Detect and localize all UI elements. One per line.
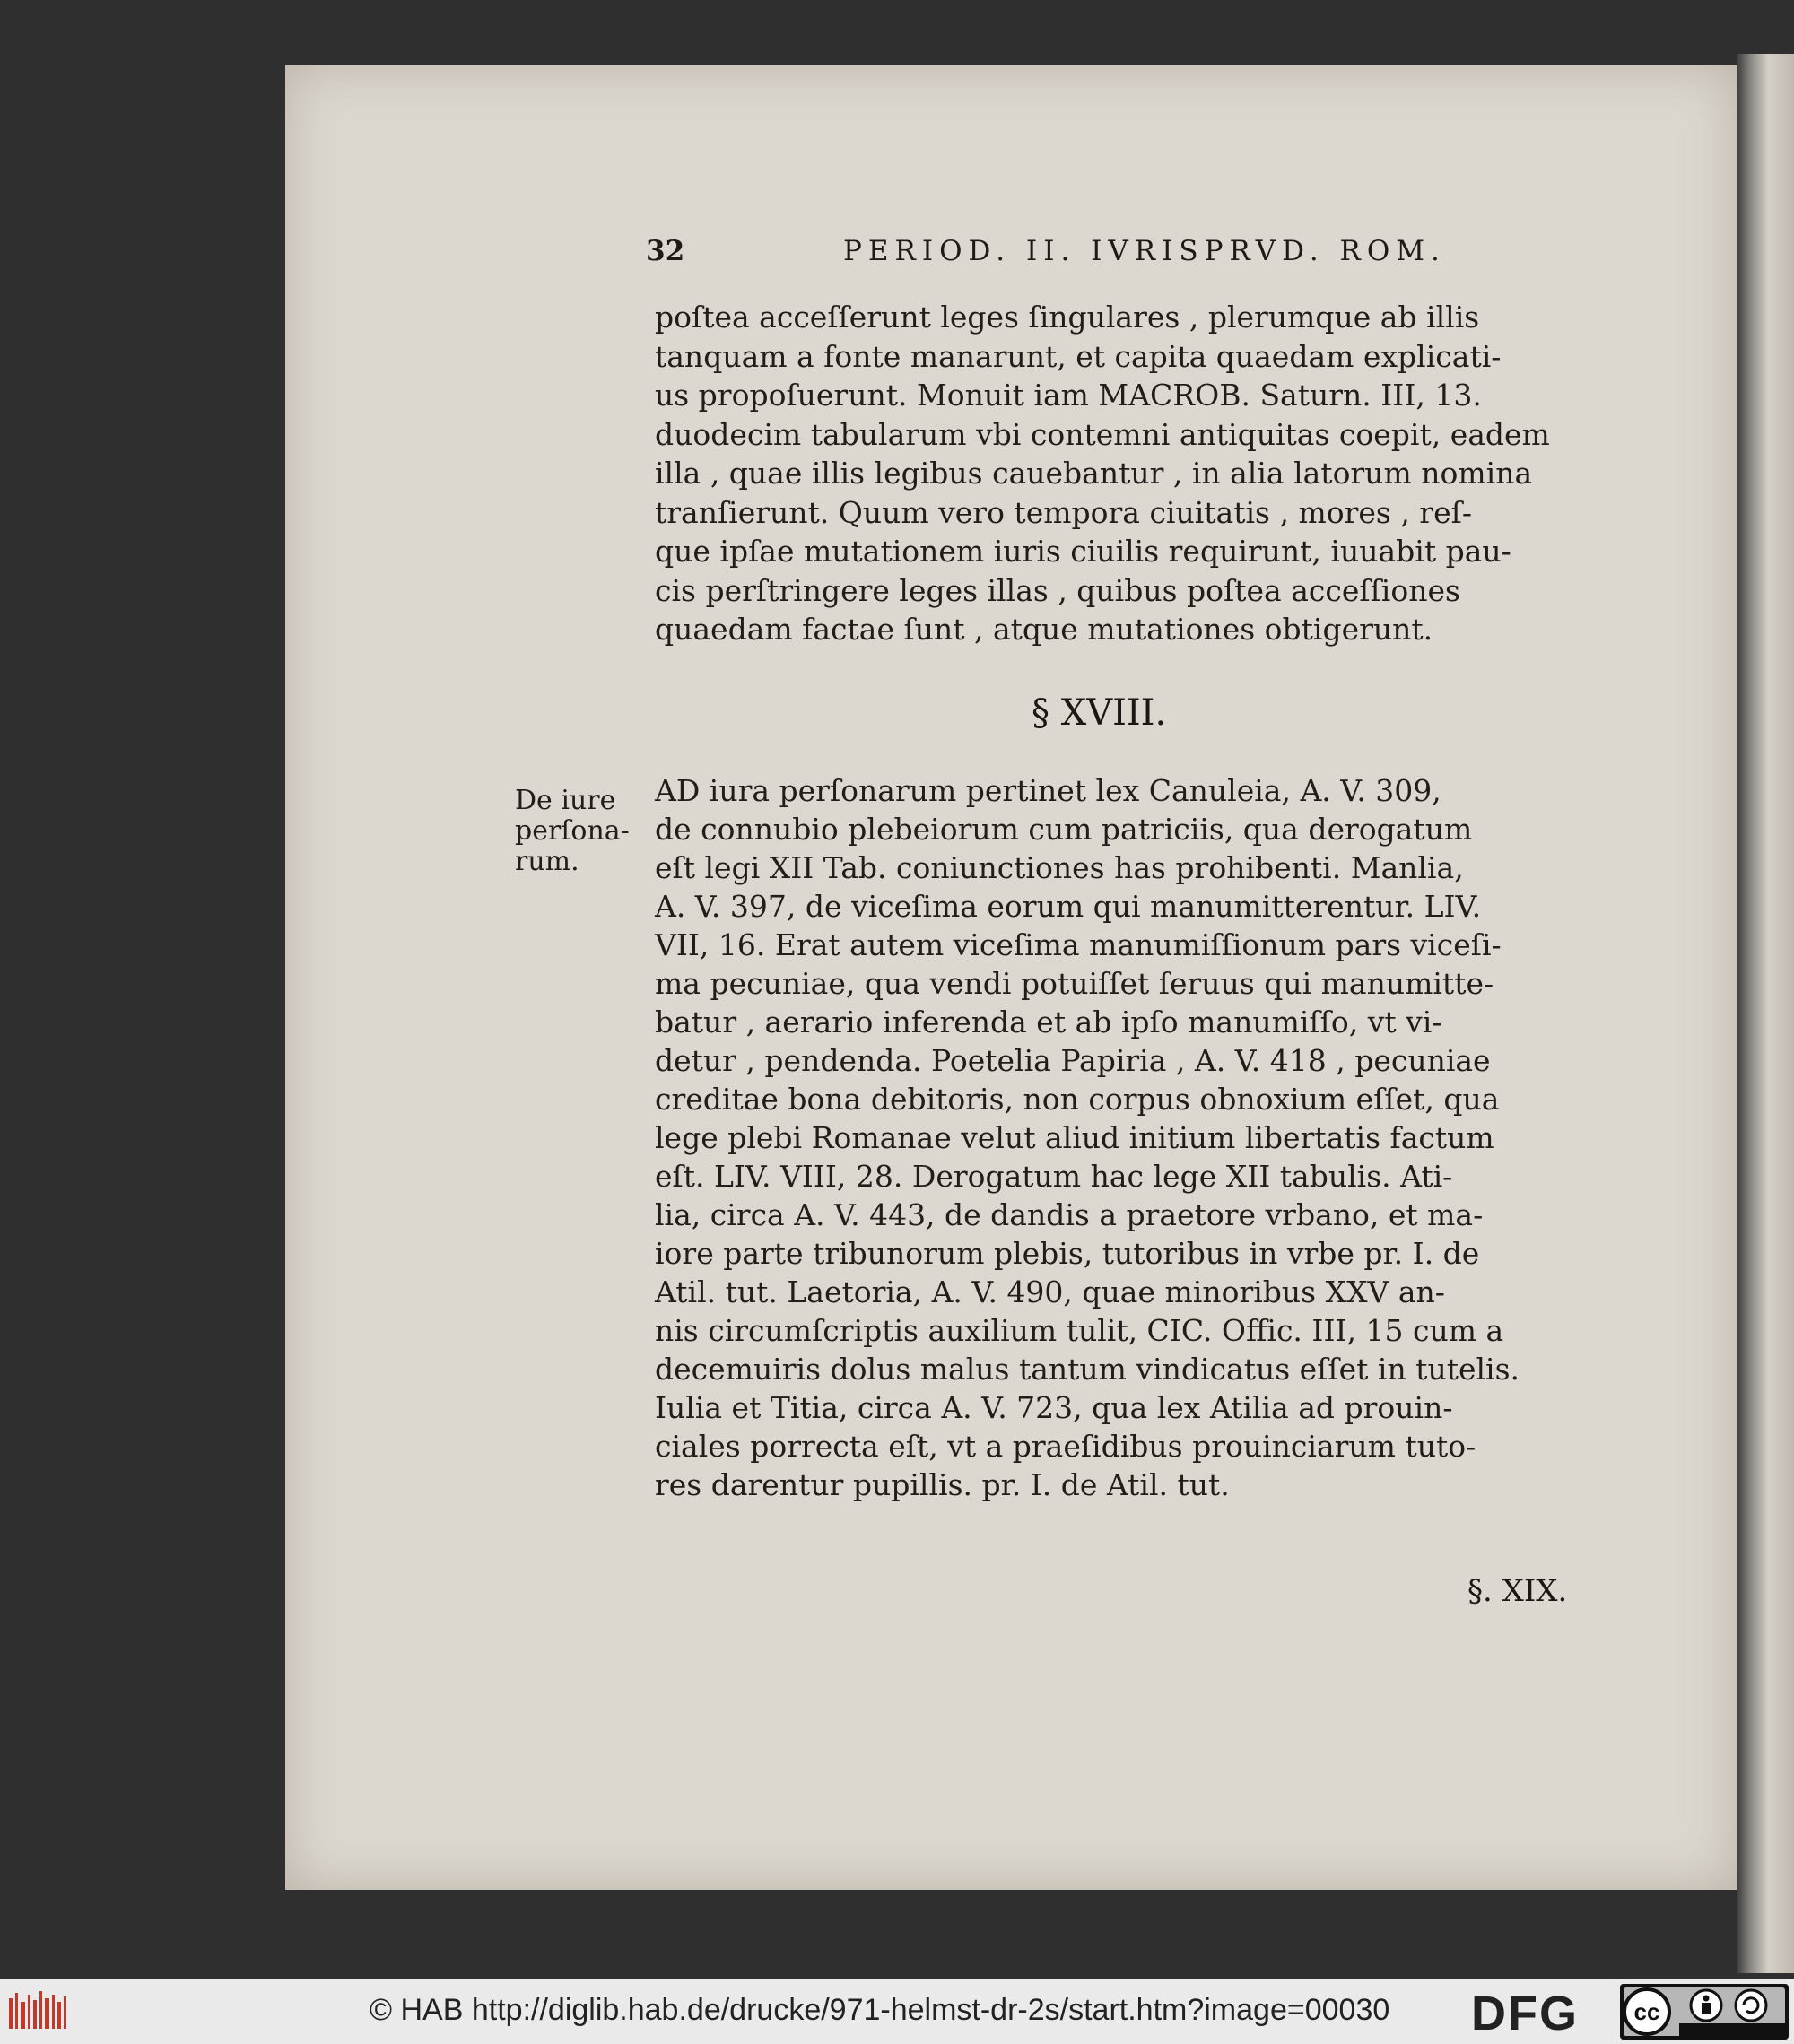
text-line: eſt legi XII Tab. coniunctiones has prohibenti. Manlia, [655, 850, 1464, 885]
section-heading: § XVIII. [1032, 692, 1167, 734]
text-line: batur , aerario inferenda et ab ipſo manumiſſo, vt vi- [655, 1005, 1442, 1039]
text-line: tranſierunt. Quum vero tempora ciuitatis , mores , reſ- [655, 495, 1472, 530]
text-line: tanquam a fonte manarunt, et capita quaedam explicati- [655, 339, 1502, 374]
svg-text:cc: cc [1633, 1998, 1660, 2025]
text-line: creditae bona debitoris, non corpus obnoxium eſſet, qua [655, 1082, 1500, 1117]
text-line: iore parte tribunorum plebis, tutoribus in vrbe pr. I. de [655, 1236, 1480, 1271]
text-line: eſt. LIV. VIII, 28. Derogatum hac lege XII tabulis. Ati- [655, 1159, 1453, 1194]
margin-note-line: perſona- [515, 815, 630, 847]
text-line: que ipſae mutationem iuris ciuilis requirunt, iuuabit pau- [655, 534, 1511, 569]
catchword: §. XIX. [1467, 1573, 1568, 1609]
margin-note [515, 786, 640, 877]
text-line: decemuiris dolus malus tantum vindicatus eſſet in tutelis. [655, 1352, 1520, 1387]
text-line: ma pecuniae, qua vendi potuiſſet ſeruus qui manumitte- [655, 966, 1494, 1001]
text-line: A. V. 397, de viceſima eorum qui manumitterentur. LIV. [655, 889, 1482, 924]
running-title: PERIOD. II. IVRISPRVD. ROM. [843, 235, 1446, 267]
dfg-logo: DFG [1471, 1987, 1579, 2040]
text-line: ciales porrecta eſt, vt a praeſidibus prouinciarum tuto- [655, 1429, 1476, 1464]
text-line: VII, 16. Erat autem viceſima manumiſſionum pars viceſi- [655, 927, 1502, 962]
text-line: duodecim tabularum vbi contemni antiquitas coepit, eadem [655, 417, 1550, 452]
running-head [646, 235, 1446, 271]
text-line: de connubio plebeiorum cum patriciis, qua derogatum [655, 812, 1473, 847]
cc-by-sa-license-icon[interactable] [1620, 1984, 1789, 2040]
text-line: Iulia et Titia, circa A. V. 723, qua lex Atilia ad prouin- [655, 1390, 1453, 1425]
text-line: us propoſuerunt. Monuit iam MACROB. Saturn. III, 13. [655, 378, 1482, 413]
text-line: nis circumſcriptis auxilium tulit, CIC. Offic. III, 15 cum a [655, 1313, 1504, 1348]
page-number: 32 [646, 235, 685, 267]
text-line: detur , pendenda. Poetelia Papiria , A. V. 418 , pecuniae [655, 1043, 1491, 1078]
text-line: lia, circa A. V. 443, de dandis a praetore vrbano, et ma- [655, 1197, 1484, 1232]
text-line: illa , quae illis legibus cauebantur , in alia latorum nomina [655, 456, 1533, 491]
text-line: quaedam factae ſunt , atque mutationes obtigerunt. [655, 612, 1433, 647]
text-line: Atil. tut. Laetoria, A. V. 490, quae minoribus XXV an- [655, 1274, 1445, 1309]
margin-note-line: rum. [515, 846, 579, 877]
text-line: cis perſtringere leges illas , quibus poſtea acceſſiones [655, 573, 1460, 608]
text-line: poſtea acceſſerunt leges ſingulares , plerumque ab illis [655, 300, 1480, 335]
viewer-footer [0, 1979, 1794, 2044]
source-link[interactable]: © HAB http://diglib.hab.de/drucke/971-helmst-dr-2s/start.htm?image=00030 [370, 1993, 1390, 2027]
margin-note-line: De iure [515, 785, 616, 816]
text-line: AD iura perſonarum pertinet lex Canuleia, A. V. 309, [655, 773, 1441, 808]
text-line: lege plebi Romanae velut aliud initium libertatis factum [655, 1120, 1494, 1155]
text-line: res darentur pupillis. pr. I. de Atil. tut. [655, 1467, 1230, 1502]
facing-page-edge [1737, 54, 1794, 1973]
hab-barcode-icon [7, 1989, 74, 2034]
